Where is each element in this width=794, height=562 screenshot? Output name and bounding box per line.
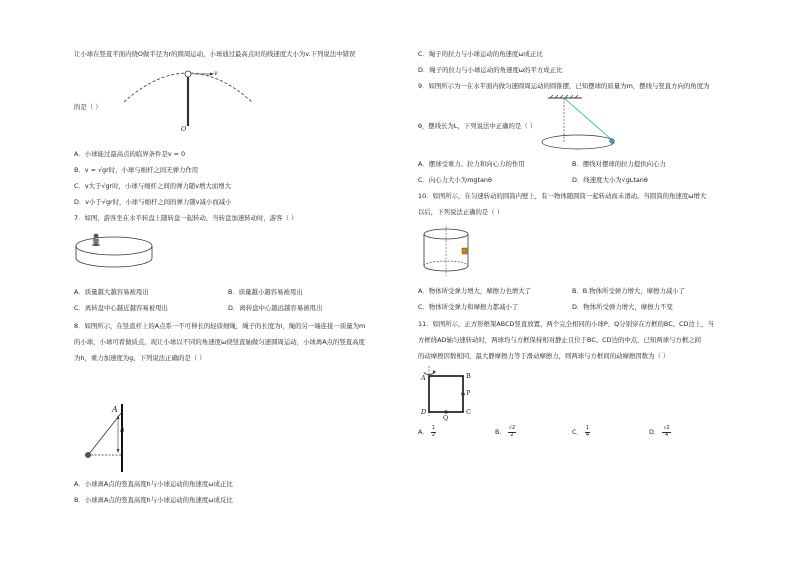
- q9-stem-line2: θ，摆线长为L，下列说法中正确的是（ ）: [418, 122, 537, 130]
- q8-stem-line2: 的小球，小球可看做质点，现让小球以不同的角速度ω绕竖直轴做匀速圆周运动，小球离A点的竖直高度: [74, 338, 365, 346]
- q11-option-c-numerator: 1: [585, 425, 590, 431]
- q10-stem-line2: 以后，下列说法正确的是（ ）: [418, 208, 504, 216]
- q6-option-a[interactable]: A．小球能过最高点的临界条件是v = 0: [74, 150, 186, 158]
- q11-option-c-prefix: C．: [572, 428, 583, 436]
- q7-option-d[interactable]: D．离转盘中心越远越容易被甩出: [228, 304, 323, 312]
- right-column: [418, 0, 734, 562]
- q11-option-d[interactable]: [649, 426, 671, 438]
- q10-option-c[interactable]: C．物体所受弹力和摩擦力都减小了: [418, 303, 519, 311]
- q11-option-a[interactable]: [418, 426, 436, 438]
- q11-fig-b-label: B: [466, 372, 471, 380]
- q6-fig-v-label: v: [214, 69, 218, 77]
- left-column: [74, 0, 392, 562]
- q11-option-a-numerator: 1: [431, 425, 435, 431]
- q8-figure: [80, 404, 140, 472]
- q11-stem-line1: 11．如图所示，正方形框架ABCD竖直放置，两个完全相同的小球P、Q分别穿在方框的BC、CD边上，当: [418, 320, 715, 328]
- q6-option-b[interactable]: B．v = √gr时，小球与细杆之间无弹力作用: [74, 166, 199, 174]
- q11-fig-d-label: D: [421, 408, 427, 416]
- q6-option-c[interactable]: C．v大于√gr时，小球与细杆之间的弹力随v增大而增大: [74, 182, 231, 190]
- q11-fig-p-label: P: [466, 389, 471, 397]
- q10-stem-line1: 10．如图所示，在匀速转动的圆筒内壁上，有一物体随圆筒一起转动而未滑动。当圆筒的角速度ω增大: [418, 192, 707, 200]
- q8-stem-line3: 为h，重力加速度为g，下列说法正确的是（ ）: [74, 354, 206, 362]
- q11-option-b-denominator: 2: [510, 431, 514, 438]
- q9-stem-line1: 9．如图所示为一在水平面内做匀速圆周运动的圆锥摆，已知摆球的质量为m，摆线与竖直方向的角度为: [418, 82, 710, 90]
- q11-stem-line3: 的动摩擦因数相同，最大静摩擦力等于滑动摩擦力，则两球与方框间的动摩擦因数为（ ）: [418, 352, 670, 360]
- q11-option-c-denominator: 4: [585, 431, 590, 438]
- q8-stem-line1: 8．如图所示，在竖直杆上的A点系一不可伸长的轻质细绳，绳子的长度为l，绳的另一端连接一质量为m: [74, 322, 366, 330]
- q7-figure: [74, 228, 154, 276]
- q9-option-b[interactable]: B．摆线对摆球的拉力提供向心力: [572, 160, 666, 168]
- q11-fig-a-label: A: [421, 374, 426, 382]
- q6-stem-tail: 的是（ ）: [74, 103, 102, 111]
- q11-stem-line2: 方框绕AD轴匀速转动时，两球均与方框保持相对静止且位于BC、CD边的中点，已知两球与方框之间: [418, 336, 702, 344]
- q10-option-d[interactable]: D．物体所受弹力增大，摩擦力不变: [572, 303, 673, 311]
- q10-figure: [422, 226, 474, 278]
- q11-option-c-fraction: [585, 426, 590, 438]
- q9-option-c[interactable]: C．向心力大小为mgtanθ: [418, 176, 492, 184]
- q11-option-d-prefix: D．: [649, 428, 661, 436]
- q11-option-b[interactable]: [495, 426, 516, 438]
- q11-fig-q-label: Q: [443, 414, 449, 422]
- q10-option-a[interactable]: A．物体所受弹力增大，摩擦力也增大了: [418, 287, 532, 295]
- q8-option-a[interactable]: A．小球离A点的竖直高度h与小球运动的角速度ω成正比: [74, 480, 233, 488]
- q11-option-a-prefix: A．: [418, 428, 429, 436]
- q11-fig-c-label: C: [466, 408, 471, 416]
- q8-option-c[interactable]: C．绳子的拉力与小球运动的角速度ω成正比: [418, 50, 543, 58]
- q11-option-d-fraction: [662, 426, 670, 438]
- q11-option-d-denominator: 4: [664, 431, 669, 438]
- q11-option-c[interactable]: [572, 426, 590, 438]
- q8-fig-h-label: h: [120, 426, 125, 434]
- q8-option-d[interactable]: D．绳子的拉力与小球运动的角速度ω的平方成正比: [418, 66, 563, 74]
- q11-option-a-denominator: 2: [431, 431, 435, 438]
- q7-option-a[interactable]: A．质量越大越容易被甩出: [74, 288, 149, 296]
- q7-option-c[interactable]: C．离转盘中心越近越容易被甩出: [74, 304, 168, 312]
- q6-figure: [114, 62, 254, 134]
- q7-stem: 7．如图，游客坐在水平转盘上随转盘一起转动，当转盘加速转动时，游客（ ）: [74, 214, 298, 222]
- q11-option-a-fraction: [431, 426, 436, 438]
- q8-fig-a-label: A: [112, 405, 118, 414]
- q11-option-b-prefix: B．: [495, 428, 506, 436]
- q6-fig-o-label: O: [181, 125, 187, 133]
- q9-option-d[interactable]: D．线速度大小为√gLtanθ: [572, 176, 648, 184]
- q10-option-b[interactable]: B．B.物体所受弹力增大，摩擦力减小了: [572, 287, 686, 295]
- q8-option-b[interactable]: B．小球离A点的竖直高度h与小球运动的角速度ω成反比: [74, 496, 233, 504]
- q7-option-b[interactable]: B．质量越小越容易被甩出: [228, 288, 303, 296]
- q9-figure: [540, 96, 624, 160]
- q11-option-d-numerator: √2: [663, 425, 670, 431]
- q6-stem: 让小球在竖直平面内绕O做半径为r的圆周运动，小球通过最高点时的线速度大小为v.下列说法中错误: [74, 50, 356, 58]
- q11-option-b-numerator: √2: [508, 425, 516, 431]
- q11-option-b-fraction: [508, 426, 516, 438]
- q6-option-d[interactable]: D．v小于√gr时，小球与细杆之间的弹力随v减小而减小: [74, 198, 232, 206]
- q9-option-a[interactable]: A．摆球受重力、拉力和向心力的作用: [418, 160, 525, 168]
